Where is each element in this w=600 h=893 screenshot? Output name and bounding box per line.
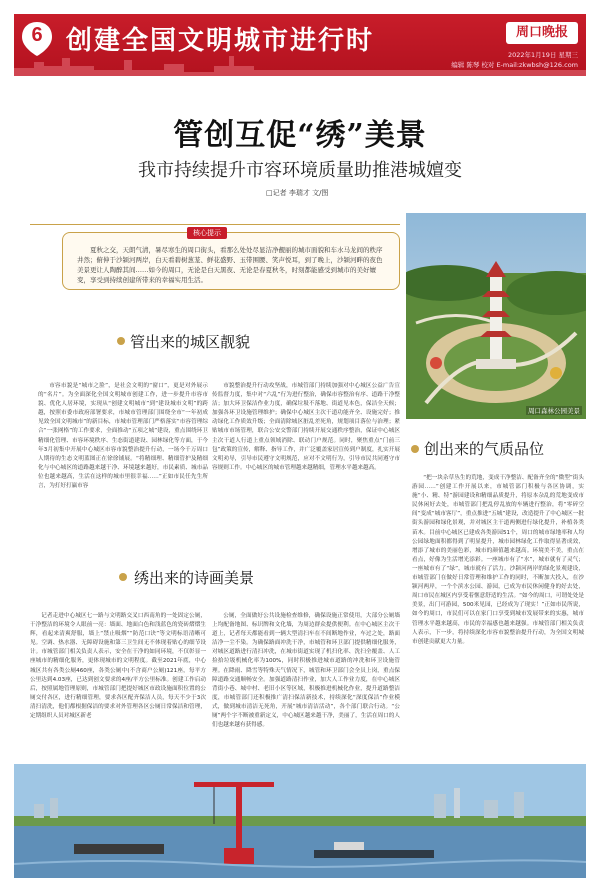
core-tip-box (62, 229, 400, 290)
photo-caption: 周口森林公园美景 (528, 407, 580, 415)
section-1-column-1 (38, 382, 208, 558)
core-tip-text: 夏秋之交，天朗气清，暑尽寒生的周口街头，看那么处处尽显洁净靓丽的城市面貌和车水马龙间的秩序井然；俯伸于沙颍河两岸，白天看碧树葱茏、鲜花盛野、玉带围腰、笑声悦耳，到了晚上，沙颍河畔的夜色美景更让人陶醉其间……如今的周口，无论是白天黑夜、无论是春夏秋冬，时刻都能感受到城市的美好嬗变，享受到持续创建所带来的幸福实用生活。 (77, 246, 383, 284)
section-2-column-2 (212, 612, 400, 758)
section-bullet-icon (410, 444, 420, 454)
issue-meta (451, 50, 578, 70)
editor-line: 编辑 陈琴 校对 E-mail:zkwbsh@126.com (451, 61, 578, 69)
section-1-text-1: 市容市貌是“城市之脸”，是社会文明的“窗口”，更是对外展示的“名片”。为全面深化全国文明城市创建工作，进一步提升市容市貌、优化人居环境，实现从“创建文明城市”到“建设城市文明”的跨越，按照市委市政府部署要求，市城市管理部门围绕全市“一年初成见效全国文明城市”的新目标，市城市管理部门严格落实“市容管理综合“一张网格”的工作要求，全面推动“五项之城”建设，重点围绕环卫精细化管理、市容环境秩序、生态街道建设、园林绿化等方面，于今年3月初集中开展中心城区市容市貌整治提升行动，一场今千万周口人期待的生态文明蓝图正在徐徐铺展。“将精细理、精细管护及精细化与中心城区的道路越来越干净、环境越来越好，市民素质、城市品位也越来越高，生活在这样的城市里很幸福……”正如市民任先生所言，为打好打赢市容 (38, 383, 208, 490)
page-number-badge (20, 20, 54, 58)
page-number: 6 (31, 24, 43, 46)
section-2-text-1: 记者走进中心城区七一路与文明路交叉口西南角的一处固定公厕，干净整洁的环境令人眼前一亮：墙面、地面白色和浅蓝色的瓷砖熠熠生辉，看起来清爽舒服，墙上“禁止吸烟”“防范口诀”等文明标语清晰可见。空调、热水器、无障碍设施和第三卫生间无不体现着贴心的细节设计。市城管部门相关负责人表示，安全在干净的如同环境，不仅彰显一座城市的精细化服务，更体现城市的文明程度。截至2021年底，中心城区共有各类公厕460座，各类公厕中(不含商户公厕)121座，每平方公里达到4.03座，已达到创文要求的4座/平方公里标准。创建工作启动后，按照属地管理原则，市城管部门把提好城区市政设施面积位置的公厕交付各区，进行精细管理，要求各区配齐保洁人员，每天不少于3次清扫清洗，他们都根据保洁的要求对外管理各区公厕日常保洁和管理，定期组织人员对城区新老 (30, 613, 206, 720)
section-1-text-2: 市貌整治提升行动攻坚战，市城管部门持续加强对中心城区公益广告宣传监督力度，集中对“六乱”行为进行整治，确保市容整治有序、道路干净整洁；加大环卫保洁作业力度，确保垃圾不落地、街道见本色，保洁全天候；加强各环卫设施管理维护；确保中心城区主次干道功能齐全、设施完好；推动绿化工作质效升级；全面清除城区脏乱差死角，规划项目落位与治理；紧贴城市市场管理，联合公安交警部门持续开展交通秩序整治，保证中心城区主次干道人行道上重点领域消除、联动门户规范。同时，聚焦重点“门前三包”政策的宣传，解释、指导工作，并广泛覆盖家居宣传到户制度，扎实开展文明劝导，引导市民遵守文明规范，应对不文明行为，引导市民共同遵守市容规则工作。中心城区的城市管理越来越精细，管理水平越来越高。 (212, 383, 400, 471)
section-bullet-icon (116, 336, 126, 346)
harbor-scene-illustration (14, 764, 586, 878)
tip-divider (30, 224, 400, 225)
park-photo (406, 213, 586, 419)
section-1-column-2 (212, 382, 400, 558)
issue-date: 2022年1月19日 星期三 (507, 51, 578, 59)
article-subheadline: 我市持续提升市容环境质量助推港城嬗变 (138, 160, 462, 181)
section-3-text: “把一块杂草丛生的荒地，变成干净整洁、配备齐全的“微型”街头游园……”创建工作开展以来，市城管部门积极与各区协调，实施“小、精、特”游园建设和精细品质提升，将原本杂乱的荒地变成市民休闲好去处，市城管部门把乱停乱放的车辆进行整治，将“零碎空间”变成“城市客厅”，重点推进“五城”建设，改造提升了中心城区一批街头游园和绿化景观，并对城区主干道两侧进行绿化提升，补植各类苗木。目前中心城区已建成各类游园51个，周口的城市绿地率和人均公园绿地面积都得到了明显提升，城市园林绿化工作取得显著成效，增添了城市的美丽色彩，城市的颜值越来越高。环境美不美，重点在看点，好像为生活增光添彩。一座城市有了“水”，城市就有了灵气；一座城市有了“绿”，城市就有了活力。沙颍河两岸的绿化景观建设，市城管部门在做好日常管理和维护工作的同时，不断加大投入，在沙颍河两岸，一个个滨水公园、游园，已成为市民休闲健身的好去处，周口市民在城区内享受着惬意舒适的生活。“如今的周口，可谓处处是美景，出门可游园，500米见园，已经成为了现实！”正如市民所说，如今的周口，市民们可以在家门口享受到城市发展带来的实惠，城市管理水平越来越高，市民的幸福感也越来越强。市城管部门相关负责人表示，下一步，将持续深化市容市貌整治提升行动，为全国文明城市创建贡献更大力量。 (412, 475, 584, 645)
section-title-quality: 创出来的气质品位 (424, 440, 545, 458)
section-2-text-2: 公厕，全面做好公共设施检查维修，确保设施正常使用，大部分公厕墙上均配备地图、标识牌和文化墙，为周边群众提供便利。在中心城区主次干道上，记者每天都能看到一辆大型清扫车在不间断地作业，车过之处，路面洁净一尘不染。为确保路面冲洗干净，市城管和环卫部门提供精细化服务，对城区道路进行清扫冲洗，在城市街道实现了机扫化率、洗扫全覆盖、人工捡拾垃圾机械化率为100%，同时积极推进城市道路的冲洗和环卫设施管理。在降雨、降雪等特殊天气情况下，城管和环卫部门会全员上岗，重点保障道路交通顺畅安全。加强道路清扫作业，加大人工作业力度，在中心城区背街小巷、城中村、老旧小区等区域，积极推进机械化作业，提升道路整洁度，市城管部门还积极推广清扫保洁新技术，持续深化“深度保洁”作业模式，做到城市清洁无死角，开展“城市清洁活动”，各个部门联合行动。“公厕”两个字不断被重新定义，中心城区越来越干净，美丽了，生活在周口的人们也越来越有获得感。 (212, 613, 400, 729)
section-title-management: 管出来的城区靓貌 (130, 333, 251, 351)
article-headline: 管创互促“绣”美景 (173, 118, 427, 153)
section-title-scenery: 绣出来的诗画美景 (134, 569, 255, 587)
column-title: 创建全国文明城市进行时 (66, 26, 375, 56)
harbor-photo (14, 764, 586, 878)
column-banner (14, 14, 586, 76)
newspaper-logo: 周口晚报 (506, 22, 578, 44)
section-3-column (412, 474, 584, 756)
article-byline: □记者 李瑞才 文/图 (266, 189, 329, 197)
park-pagoda-illustration (406, 213, 586, 419)
section-2-column-1 (30, 612, 206, 758)
core-tip-label: 核心提示 (187, 227, 227, 239)
section-bullet-icon (118, 572, 128, 582)
